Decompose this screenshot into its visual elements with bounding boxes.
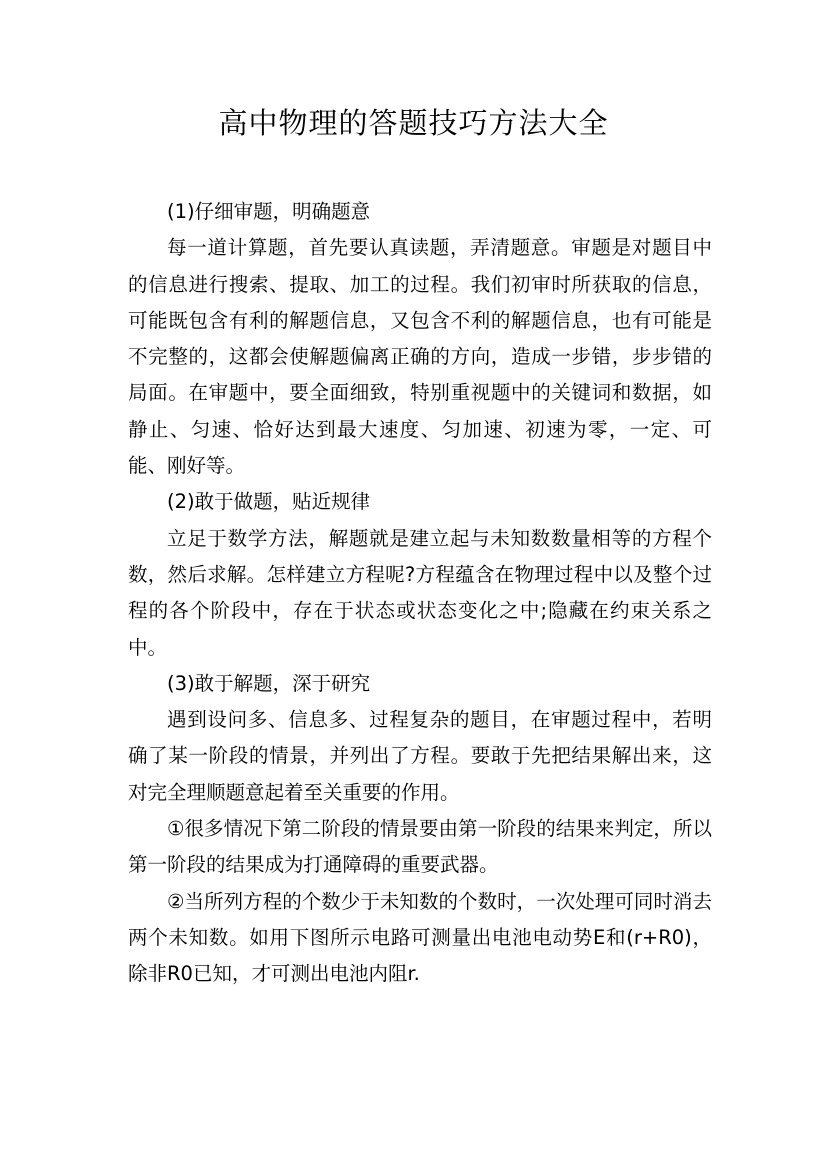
section-heading-2: (2)敢于做题，贴近规律 xyxy=(167,490,371,514)
paragraph-3: 遇到设问多、信息多、过程复杂的题目，在审题过程中，若明确了某一阶段的情景，并列出了方程。要敢于先把结果解出来，这对完全理顺题意起着至关重要的作用。 xyxy=(128,708,712,804)
document-body xyxy=(128,194,712,993)
list-item-2: ②当所列方程的个数少于未知数的个数时，一次处理可同时消去两个未知数。如用下图所示电路可测量出电池电动势E和(r+R0)，除非R0已知，才可测出电池内阻r. xyxy=(128,889,712,986)
paragraph-1: 每一道计算题，首先要认真读题，弄清题意。审题是对题目中的信息进行搜索、提取、加工的过程。我们初审时所获取的信息，可能既包含有利的解题信息，又包含不利的解题信息，也有可能是不完整的，这都会使解题偏离正确的方向，造成一步错，步步错的局面。在审题中，要全面细致，特别重视题中的关键词和数据，如静止、匀速、恰好达到最大速度、匀加速、初速为零，一定、可能、刚好等。 xyxy=(128,236,712,478)
document-title: 高中物理的答题技巧方法大全 xyxy=(218,106,609,140)
section-heading-1: (1)仔细审题，明确题意 xyxy=(167,200,371,223)
section-heading-3: (3)敢于解题，深于研究 xyxy=(167,671,371,695)
list-item-1: ①很多情况下第二阶段的情景要由第一阶段的结果来判定，所以第一阶段的结果成为打通障碍的重要武器。 xyxy=(128,817,712,877)
paragraph-2: 立足于数学方法，解题就是建立起与未知数数量相等的方程个数，然后求解。怎样建立方程呢?方程蕴含在物理过程中以及整个过程的各个阶段中，存在于状态或状态变化之中;隐藏在约束关系之中。 xyxy=(128,526,712,659)
